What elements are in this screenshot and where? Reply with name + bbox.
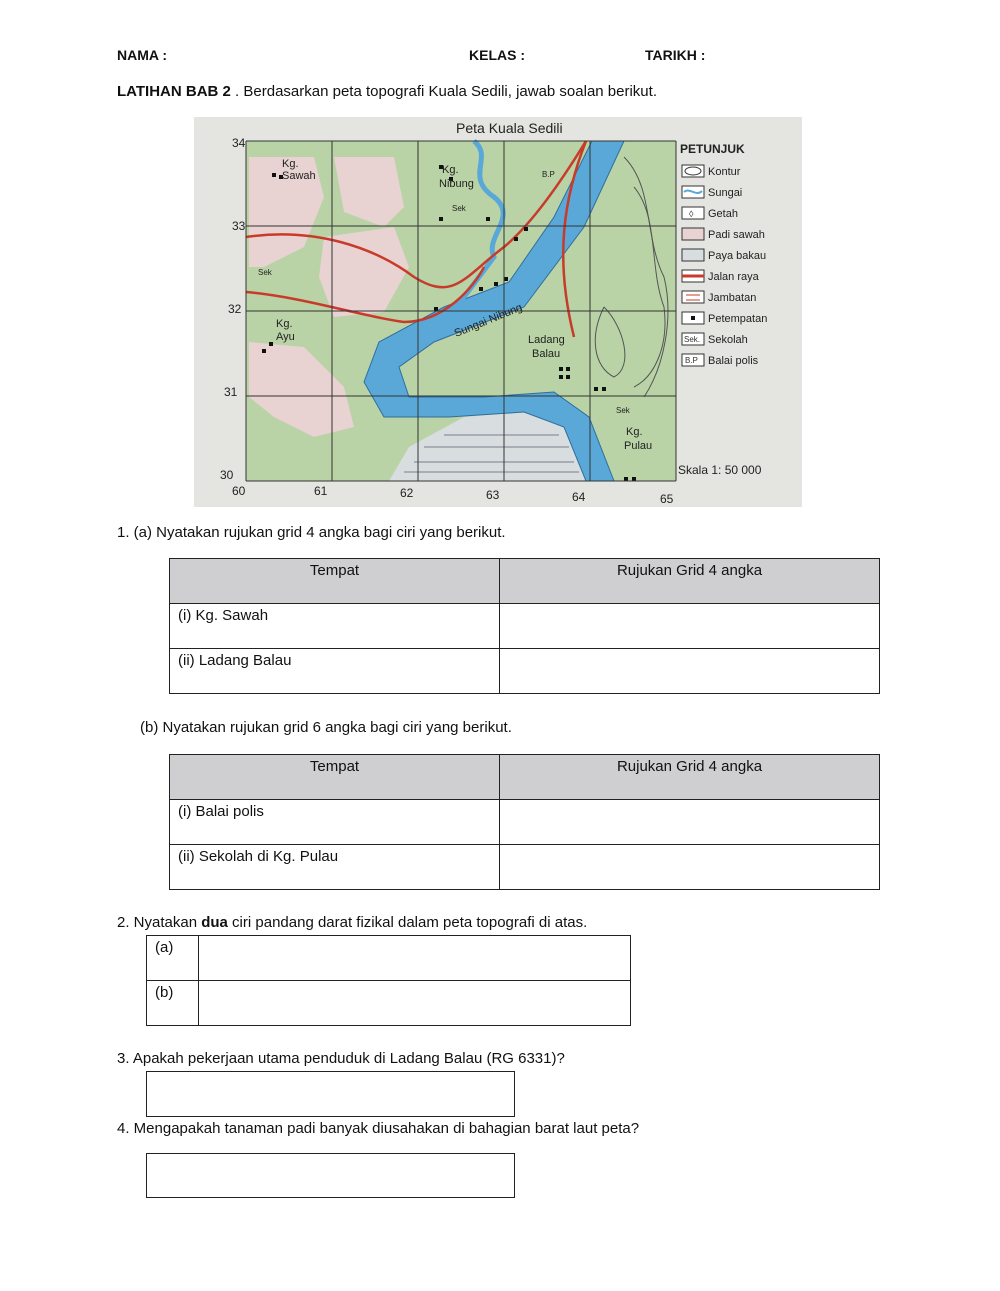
x-label-60: 60 [232, 484, 246, 498]
ladang-balau-label-2: Balau [532, 348, 561, 360]
legend-getah: Getah [708, 208, 738, 220]
q2-row-b-answer[interactable] [199, 981, 631, 1026]
legend-petempatan: Petempatan [708, 313, 768, 325]
sek-label-3: Sek [616, 406, 630, 415]
nama-label: NAMA : [117, 47, 168, 63]
q2-post: ciri pandang darat fizikal dalam peta topografi di atas. [227, 914, 588, 931]
map-title: Peta Kuala Sedili [456, 120, 563, 136]
q4-answer-box[interactable] [146, 1153, 515, 1198]
tarikh-label: TARIKH : [645, 47, 706, 63]
q2-bold: dua [201, 914, 228, 931]
q2-pre: 2. Nyatakan [117, 914, 202, 931]
q1a-row-2-label: (ii) Ladang Balau [170, 649, 500, 694]
legend-jalan-raya: Jalan raya [708, 271, 759, 283]
legend-balai-polis: Balai polis [708, 355, 759, 367]
bp-label: B.P [542, 170, 555, 179]
svg-text:◊: ◊ [689, 209, 694, 219]
kg-pulau-label-2: Pulau [624, 440, 653, 452]
q3-answer-box[interactable] [146, 1071, 515, 1117]
map-scale: Skala 1: 50 000 [678, 463, 762, 477]
legend-bp-symbol: B.P [685, 356, 698, 365]
sungai-nibung-label: Sungai Nibung [452, 301, 525, 340]
x-label-61: 61 [314, 484, 328, 498]
kg-ayu-label-2: Ayu [276, 331, 295, 343]
y-label-30: 30 [220, 468, 234, 482]
q1b-row-2-answer[interactable] [500, 845, 880, 890]
q1a-row-1-label: (i) Kg. Sawah [170, 604, 500, 649]
kg-ayu-label-1: Kg. [276, 318, 293, 330]
sek-label-2: Sek [258, 268, 272, 277]
intro-rest: . Berdasarkan peta topografi Kuala Sedili, jawab soalan berikut. [230, 83, 657, 100]
kelas-label: KELAS : [469, 47, 525, 63]
intro-text [117, 83, 657, 100]
kg-nibung-label-2: Nibung [439, 178, 474, 190]
kg-pulau-label-1: Kg. [626, 426, 643, 438]
y-label-31: 31 [224, 385, 238, 399]
y-label-34: 34 [232, 136, 246, 150]
intro-bold: LATIHAN BAB 2 [117, 83, 231, 100]
q1b-row-1-answer[interactable] [500, 800, 880, 845]
y-label-32: 32 [228, 302, 242, 316]
x-label-62: 62 [400, 486, 414, 500]
legend-jambatan: Jambatan [708, 292, 757, 304]
legend-sekolah: Sekolah [708, 334, 748, 346]
x-label-65: 65 [660, 492, 674, 506]
y-label-33: 33 [232, 219, 246, 233]
legend-sungai: Sungai [708, 187, 743, 199]
q2-table [146, 935, 631, 1026]
topographic-map [194, 117, 802, 507]
q1a-row-1-answer[interactable] [500, 604, 880, 649]
map-legend [678, 142, 767, 477]
kg-nibung-label-1: Kg. [442, 164, 459, 176]
legend-sek-symbol: Sek. [684, 335, 701, 344]
legend-kontur: Kontur [708, 166, 741, 178]
q2-row-a-label: (a) [147, 936, 199, 981]
q1b-header-rujukan: Rujukan Grid 4 angka [500, 755, 880, 800]
q1b-header-tempat: Tempat [170, 755, 500, 800]
q1a-text: 1. (a) Nyatakan rujukan grid 4 angka bagi ciri yang berikut. [117, 524, 506, 541]
x-label-63: 63 [486, 488, 500, 502]
q1a-row-2-answer[interactable] [500, 649, 880, 694]
q1b-text: (b) Nyatakan rujukan grid 6 angka bagi ciri yang berikut. [140, 719, 512, 736]
q2-text [117, 914, 587, 931]
q1a-header-tempat: Tempat [170, 559, 500, 604]
kg-sawah-label-2: Sawah [282, 170, 316, 182]
sek-label-1: Sek [452, 204, 466, 213]
q2-row-b-label: (b) [147, 981, 199, 1026]
q4-text: 4. Mengapakah tanaman padi banyak diusahakan di bahagian barat laut peta? [117, 1120, 640, 1137]
q1b-row-2-label: (ii) Sekolah di Kg. Pulau [170, 845, 500, 890]
q1a-table [169, 558, 880, 694]
legend-paya-bakau: Paya bakau [708, 250, 767, 262]
q1b-row-1-label: (i) Balai polis [170, 800, 500, 845]
q3-text: 3. Apakah pekerjaan utama penduduk di Ladang Balau (RG 6331)? [117, 1050, 565, 1067]
q1b-table [169, 754, 880, 890]
x-label-64: 64 [572, 490, 586, 504]
ladang-balau-label-1: Ladang [528, 334, 565, 346]
q1a-header-rujukan: Rujukan Grid 4 angka [500, 559, 880, 604]
q2-row-a-answer[interactable] [199, 936, 631, 981]
kg-sawah-label-1: Kg. [282, 158, 299, 170]
legend-title: PETUNJUK [680, 142, 745, 156]
legend-padi-sawah: Padi sawah [708, 229, 765, 241]
